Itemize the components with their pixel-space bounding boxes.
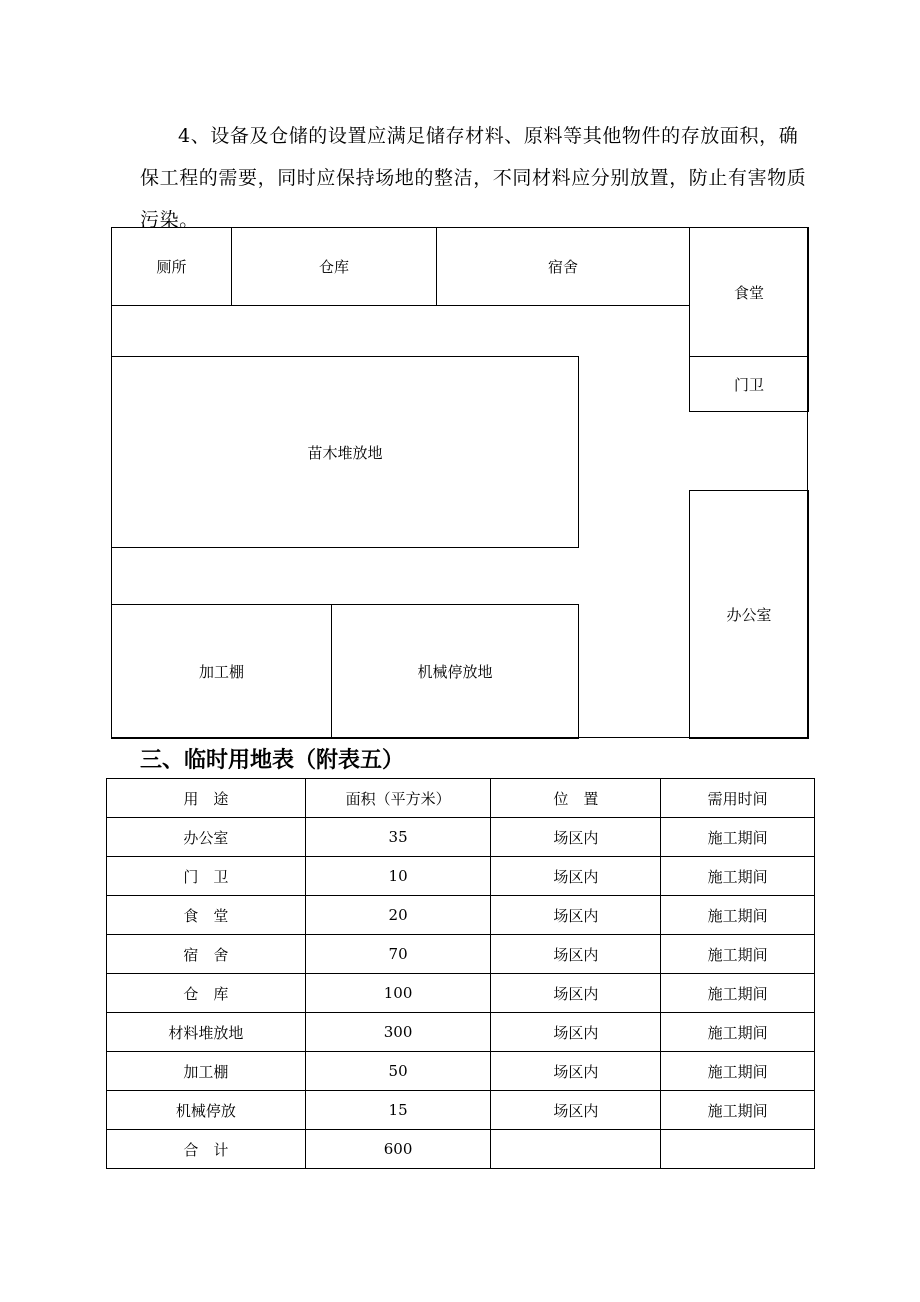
table-row: 加工棚 50 场区内 施工期间	[107, 1052, 815, 1091]
site-plan	[111, 227, 808, 738]
table-row: 食 堂 20 场区内 施工期间	[107, 896, 815, 935]
plan-canteen: 食堂	[689, 227, 809, 357]
header-cell: 面积（平方米）	[305, 779, 491, 818]
paragraph-text: 4、设备及仓储的设置应满足储存材料、原料等其他物件的存放面积，确保工程的需要，同时应保持场地的整洁，不同材料应分别放置，防止有害物质污染。	[140, 125, 807, 231]
plan-processing-shed: 加工棚	[111, 604, 332, 739]
plan-machinery-parking: 机械停放地	[331, 604, 579, 739]
plan-toilet: 厕所	[111, 227, 232, 306]
intro-paragraph	[140, 115, 808, 241]
table-header-row	[107, 779, 815, 818]
section-heading: 三、临时用地表（附表五）	[140, 748, 405, 773]
plan-gatehouse: 门卫	[689, 356, 809, 412]
table-row: 仓 库 100 场区内 施工期间	[107, 974, 815, 1013]
plan-warehouse: 仓库	[231, 227, 437, 306]
table-row: 门 卫 10 场区内 施工期间	[107, 857, 815, 896]
temporary-land-table	[106, 778, 815, 1169]
table-row: 宿 舍 70 场区内 施工期间	[107, 935, 815, 974]
header-cell: 用 途	[107, 779, 306, 818]
header-cell: 需用时间	[661, 779, 815, 818]
table-row: 办公室 35 场区内 施工期间	[107, 818, 815, 857]
header-cell: 位 置	[491, 779, 661, 818]
table-total-row: 合 计 600	[107, 1130, 815, 1169]
plan-seedling-yard: 苗木堆放地	[111, 356, 579, 548]
table-row: 机械停放 15 场区内 施工期间	[107, 1091, 815, 1130]
plan-dormitory: 宿舍	[436, 227, 690, 306]
plan-office: 办公室	[689, 490, 809, 739]
table-row: 材料堆放地 300 场区内 施工期间	[107, 1013, 815, 1052]
